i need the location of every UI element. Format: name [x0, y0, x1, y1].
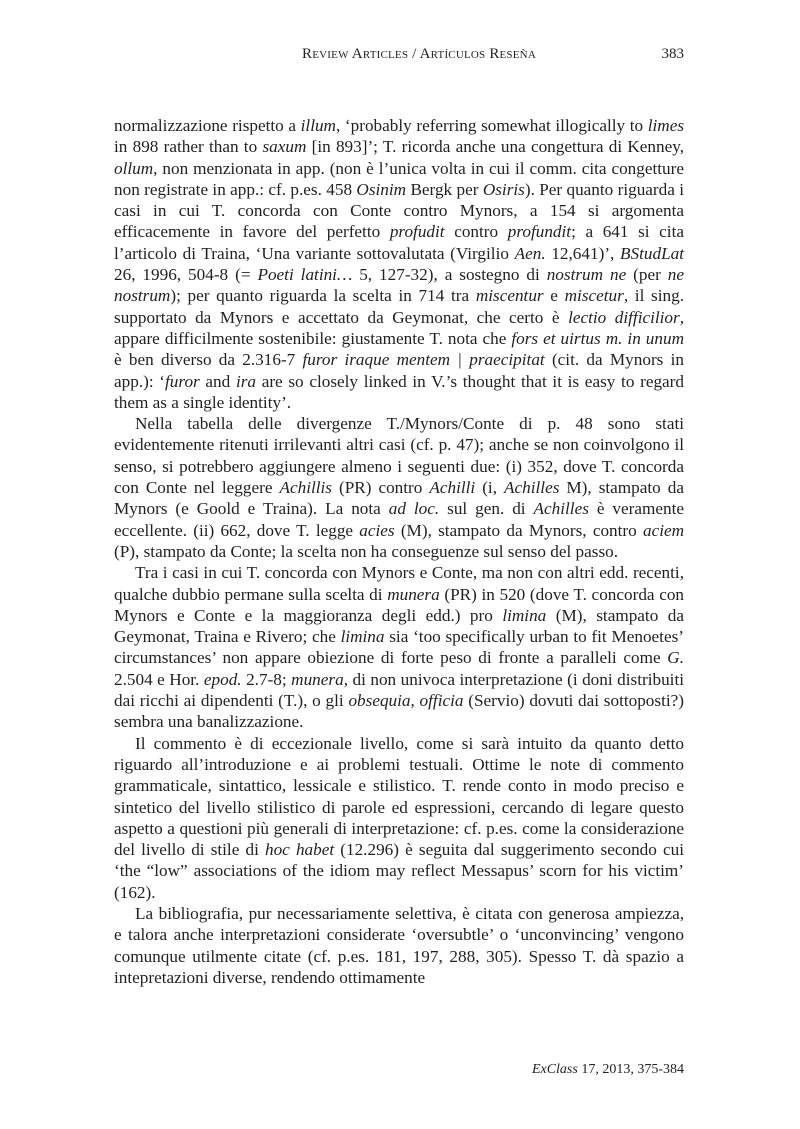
body-text — [114, 115, 684, 988]
text-run: , non menzionata in app. (non è l’unica volta in cui il comm. cita congetture non registrate in app.: cf. p.es. 458 — [114, 158, 684, 199]
italic-term: profundit — [507, 222, 572, 242]
text-run: (12.296) è seguita dal suggerimento secondo cui ‘the “low” associations of the idiom may reflect Messapus’ scorn for his victim’ (162). — [114, 840, 684, 902]
text-run: M), stampato da Mynors (e Goold e Traina). La nota — [114, 478, 684, 519]
italic-term: Osinim — [356, 179, 407, 199]
text-run: Tra i casi in cui T. concorda con Mynors e Conte, ma non con altri edd. recenti, qualche dubbio permane sulla scelta di — [114, 563, 684, 604]
text-run: (Servio) dovuti dai sottoposti?) sembra una banalizzazione. — [114, 691, 684, 732]
text-run: , il sing. supportato da Mynors e accettato da Geymonat, che certo è — [114, 286, 684, 327]
italic-term: ne nostrum — [114, 265, 684, 306]
text-run: 12,641)’, — [545, 243, 621, 263]
italic-term: miscetur — [564, 286, 624, 306]
text-run: (P), stampato da Conte; la scelta non ha conseguenze sul senso del passo. — [114, 541, 619, 561]
text-run: , ‘probably referring somewhat illogically to — [335, 116, 648, 135]
text-run: (i, — [475, 478, 505, 498]
italic-term: furor iraque mentem | praecipitat — [302, 350, 545, 370]
text-run: (M), stampato da Mynors, contro — [394, 520, 643, 540]
italic-term: Achilles — [504, 478, 560, 498]
text-run: 26, 1996, 504-8 (= — [114, 265, 258, 285]
italic-term: fors et uirtus m. in unum — [511, 328, 684, 348]
text-run: è ben diverso da 2.316-7 — [114, 350, 303, 370]
italic-term: hoc habet — [264, 840, 335, 860]
text-run: normalizzazione rispetto a — [114, 116, 301, 135]
italic-term: profudit — [389, 222, 445, 242]
text-run: (PR) contro — [331, 478, 430, 498]
text-run: La bibliografia, pur necessariamente selettiva, è citata con generosa ampiezza, e talora anche interpretazioni considerate ‘oversubtle’ o ‘unconvincing’ vengono comunque utilmente citate (cf. p.es. 181, 197, 288, 305). Spesso T. dà spazio a intepretazioni diverse, rendendo ottimamente — [114, 903, 684, 987]
italic-term: Achilles — [533, 499, 589, 519]
italic-term: Achillis — [279, 478, 332, 498]
text-run: in 898 rather than to — [114, 137, 263, 157]
italic-term: miscentur — [475, 286, 544, 306]
italic-term: limes — [647, 116, 685, 135]
text-run: Nella tabella delle divergenze T./Mynors/Conte di p. 48 sono stati evidentemente ritenuti irrilevanti altri casi (cf. p. 47); anche se non coinvolgono il senso, si potrebbero aggiungere almeno i seguenti due: (i) 352, dove T. concorda con Conte nel leggere — [114, 414, 684, 498]
text-run: ). Per quanto riguarda i casi in cui T. concorda con Conte contro Mynors, a 154 si argomenta efficacemente in favore del perfetto — [114, 179, 685, 242]
italic-term: limina — [340, 627, 385, 647]
italic-term: G. — [667, 648, 684, 668]
italic-term: BStudLat — [620, 243, 684, 263]
italic-term: furor — [165, 371, 200, 391]
text-run: and — [199, 371, 236, 391]
italic-term: obsequia, officia — [348, 691, 464, 711]
italic-term: Aen. — [514, 243, 546, 263]
italic-term: munera — [291, 669, 344, 689]
text-run: Il commento è di eccezionale livello, come si sarà intuito da quanto detto riguardo all’introduzione e ai problemi testuali. Ottime le note di commento grammaticale, sintattico, lessicale e stilistico. T. rende conto in modo preciso e sintetico del livello stilistico di parole ed espressioni, cercando di legare questo aspetto a questioni più generali di interpretazione: cf. p.es. come la considerazione del livello di stile di — [114, 733, 684, 860]
text-run: ); per quanto riguarda la scelta in 714 tra — [170, 286, 476, 306]
italic-term: acies — [359, 520, 395, 540]
running-title: Review Articles / Artículos Reseña — [302, 46, 536, 62]
italic-term: ad loc. — [388, 499, 440, 519]
text-run: (cit. da Mynors in app.): ‘ — [114, 350, 684, 391]
page-number: 383 — [661, 46, 684, 62]
running-head — [114, 46, 684, 68]
paragraph — [114, 562, 684, 732]
text-run: 2.504 e Hor. — [114, 669, 204, 689]
text-run: 2.7-8; — [241, 669, 292, 689]
italic-term: Osiris — [482, 179, 525, 199]
paragraph — [114, 733, 684, 903]
paragraph — [114, 413, 684, 562]
italic-term: ollum — [114, 158, 154, 178]
italic-term: saxum — [262, 137, 307, 157]
text-run: sul gen. di — [439, 499, 534, 519]
journal-title: ExClass — [531, 1062, 578, 1077]
text-run: è veramente eccellente. (ii) 662, dove T. legge — [114, 499, 685, 540]
text-run: sia ‘too specifically urban to fit Menoetes’ circumstances’ non appare obiezione di forte peso di fronte a paralleli come — [114, 627, 684, 668]
italic-term: illum — [300, 116, 336, 135]
text-run: (PR) in 520 (dove T. concorda con Mynors e Conte e la maggioranza degli edd.) pro — [114, 584, 685, 625]
italic-term: ira — [235, 371, 256, 391]
text-run: , appare difficilmente sostenibile: giustamente T. nota che — [114, 307, 685, 348]
text-run: contro — [444, 222, 508, 242]
text-run: e — [543, 286, 565, 306]
italic-term: munera — [387, 584, 440, 604]
text-run: Bergk per — [406, 179, 483, 199]
italic-term: aciem — [642, 520, 685, 540]
journal-citation: 17, 2013, 375-384 — [577, 1062, 684, 1077]
text-run: [in 893]’; T. ricorda anche una congettura di Kenney, — [306, 137, 684, 157]
italic-term: lectio difficilior — [568, 307, 680, 327]
paragraph — [114, 115, 684, 413]
text-run: (M), stampato da Geymonat, Traina e Rivero; che — [114, 605, 684, 647]
italic-term: Poeti latini… — [257, 265, 353, 285]
journal-footer — [532, 1062, 684, 1078]
text-run: ; a 641 si cita l’articolo di Traina, ‘Una variante sottovalutata (Virgilio — [114, 222, 684, 263]
text-run: are so closely linked in V.’s thought that it is easy to regard them as a single identity’. — [114, 371, 684, 412]
italic-term: nostrum ne — [546, 265, 627, 285]
text-run: , di non univoca interpretazione (i doni distribuiti dai ricchi ai dipendenti (T.), o gli — [114, 669, 684, 711]
text-run: 5, 127-32), a sostegno di — [352, 265, 547, 285]
italic-term: Achilli — [429, 478, 476, 498]
italic-term: epod. — [203, 669, 242, 689]
italic-term: limina — [502, 605, 547, 625]
paragraph — [114, 903, 684, 988]
text-run: (per — [626, 265, 668, 285]
